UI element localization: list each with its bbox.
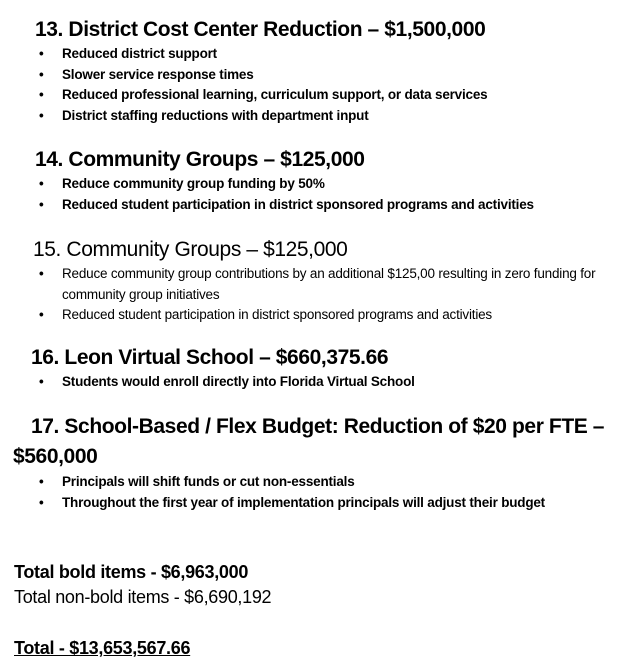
grand-total: Total - $13,653,567.66 (14, 638, 191, 658)
section-13-heading: 13. District Cost Center Reduction – $1,500,000 (35, 18, 486, 41)
bullet-icon: • (39, 474, 44, 489)
bullet-icon: • (39, 196, 44, 212)
bullet-icon: • (39, 46, 44, 61)
list-item: • Reduce community group funding by 50% (35, 174, 534, 195)
list-item: • Reduced student participation in district sponsored programs and activities (35, 305, 622, 326)
total-non-bold-items: Total non-bold items - $6,690,192 (14, 587, 272, 607)
section-15-bullets (35, 264, 622, 326)
bullet-icon: • (39, 66, 44, 82)
section-16-bullets (35, 372, 415, 393)
bullet-icon: • (39, 494, 44, 510)
list-item: • Reduced professional learning, curriculum support, or data services (35, 85, 487, 106)
list-item: • Reduce community group contributions by an additional $125,00 resulting in zero funding for community group initiatives (39, 266, 596, 302)
list-item: • Throughout the first year of implementation principals will adjust their budget (35, 493, 545, 514)
bullet-icon: • (39, 307, 44, 322)
list-item: • Students would enroll directly into Florida Virtual School (35, 372, 415, 393)
section-17-heading: 17. School-Based / Flex Budget: Reduction of $20 per FTE – (31, 415, 605, 438)
total-bold-items: Total bold items - $6,963,000 (14, 562, 249, 582)
list-item: • Principals will shift funds or cut non-essentials (35, 472, 545, 493)
section-15-heading: 15. Community Groups – $125,000 (33, 238, 348, 261)
section-17-heading-amount: $560,000 (13, 445, 98, 468)
bullet-icon: • (39, 107, 44, 123)
bullet-icon: • (39, 87, 44, 102)
list-item: • District staffing reductions with department input (35, 106, 487, 127)
section-14-heading: 14. Community Groups – $125,000 (35, 148, 365, 171)
section-14-bullets (35, 174, 534, 215)
section-17-bullets (35, 472, 545, 513)
bullet-icon: • (39, 374, 44, 389)
list-item: • Reduced district support (35, 44, 487, 65)
list-item: • Reduced student participation in district sponsored programs and activities (35, 195, 534, 216)
bullet-icon: • (39, 266, 44, 281)
list-item: • Slower service response times (35, 65, 487, 86)
section-13-bullets (35, 44, 487, 126)
bullet-icon: • (39, 176, 44, 191)
section-16-heading: 16. Leon Virtual School – $660,375.66 (31, 346, 389, 369)
